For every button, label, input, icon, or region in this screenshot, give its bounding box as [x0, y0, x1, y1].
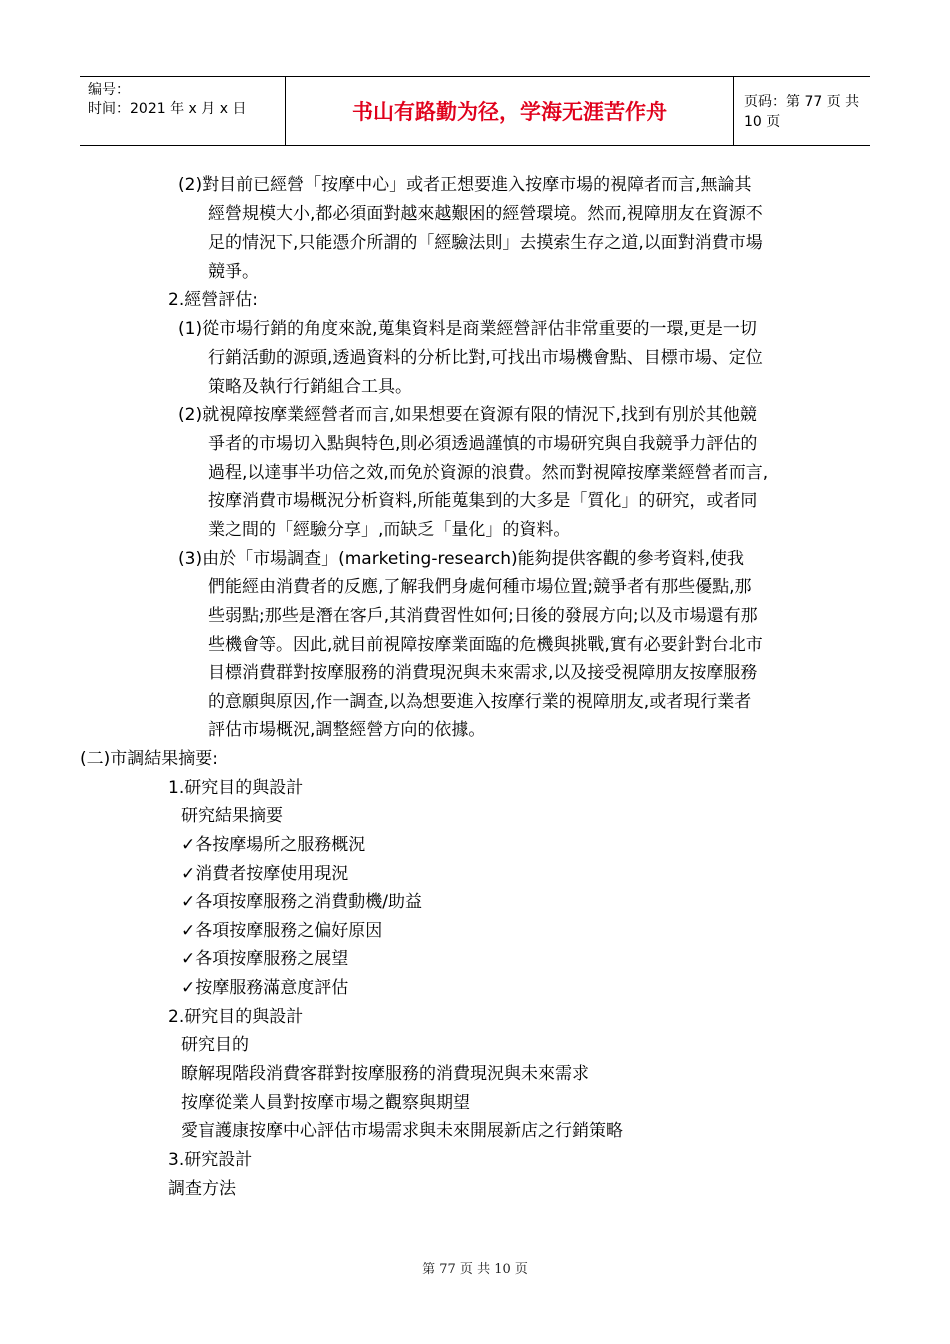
paragraph-line: (3)由於「市場調查」(marketing-research)能夠提供客觀的參考資料,使我 — [178, 549, 745, 569]
list-item: 瞭解現階段消費客群對按摩服務的消費現況與未來需求 — [181, 1064, 589, 1084]
document-date: 时间：2021 年 x 月 x 日 — [88, 101, 247, 117]
paragraph-line: 爭者的市場切入點與特色,則必須透過謹慎的市場研究與自我競爭力評估的 — [208, 434, 758, 454]
checklist-item: ✓各按摩場所之服務概況 — [181, 835, 366, 855]
paragraph-line: 經營規模大小,都必須面對越來越艱困的經營環境。然而,視障朋友在資源不 — [208, 204, 763, 224]
paragraph-line: 過程,以達事半功倍之效,而免於資源的浪費。然而對視障按摩業經營者而言, — [208, 463, 769, 483]
paragraph-line: (1)從市場行銷的角度來說,蒐集資料是商業經營評估非常重要的一環,更是一切 — [178, 319, 757, 339]
checklist-item: ✓消費者按摩使用現況 — [181, 864, 349, 884]
header-page-info: 页码：第 77 页 共 10 页 — [744, 94, 860, 130]
list-heading: 調查方法 — [168, 1179, 236, 1199]
paragraph-line: 些弱點;那些是潛在客戶,其消費習性如何;日後的發展方向;以及市場還有那 — [208, 606, 758, 626]
paragraph-line: 評估市場概況,調整經營方向的依據。 — [208, 720, 486, 740]
paragraph-line: (2)就視障按摩業經營者而言,如果想要在資源有限的情況下,找到有別於其他競 — [178, 405, 757, 425]
list-heading: 研究結果摘要 — [181, 806, 283, 826]
paragraph-line: 目標消費群對按摩服務的消費現況與未來需求,以及接受視障朋友按摩服務 — [208, 663, 758, 683]
page-footer: 第 77 页 共 10 页 — [422, 1262, 528, 1277]
header-motto: 书山有路勤为径，学海无涯苦作舟 — [286, 77, 734, 145]
paragraph-line: 些機會等。因此,就目前視障按摩業面臨的危機與挑戰,實有必要針對台北市 — [208, 635, 763, 655]
document-number-label: 编号： — [88, 82, 130, 98]
subsection-heading: 2.研究目的與設計 — [168, 1007, 304, 1027]
checklist-item: ✓各項按摩服務之偏好原因 — [181, 921, 383, 941]
paragraph-line: 行銷活動的源頭,透過資料的分析比對,可找出市場機會點、目標市場、定位 — [208, 348, 763, 368]
list-heading: 研究目的 — [181, 1035, 249, 1055]
section-heading: (二)市調結果摘要: — [80, 749, 218, 769]
header-meta — [80, 77, 286, 145]
subsection-heading: 1.研究目的與設計 — [168, 778, 304, 798]
checklist-item: ✓按摩服務滿意度評估 — [181, 978, 349, 998]
paragraph-line: 策略及執行行銷組合工具。 — [208, 377, 412, 397]
subsection-heading: 3.研究設計 — [168, 1150, 253, 1170]
page-header — [80, 76, 870, 146]
paragraph-line: 競爭。 — [208, 262, 259, 282]
paragraph-line: 足的情況下,只能憑介所謂的「經驗法則」去摸索生存之道,以面對消費市場 — [208, 233, 763, 253]
paragraph-line: 們能經由消費者的反應,了解我們身處何種市場位置;競爭者有那些優點,那 — [208, 577, 752, 597]
paragraph-line: 按摩消費市場概況分析資料,所能蒐集到的大多是「質化」的研究，或者同 — [208, 491, 758, 511]
section-heading: 2.經營評估: — [168, 290, 258, 310]
paragraph-line: 的意願與原因,作一調查,以為想要進入按摩行業的視障朋友,或者現行業者 — [208, 692, 752, 712]
list-item: 愛盲護康按摩中心評估市場需求與未來開展新店之行銷策略 — [181, 1121, 623, 1141]
checklist-item: ✓各項按摩服務之消費動機/助益 — [181, 892, 422, 912]
list-item: 按摩從業人員對按摩市場之觀察與期望 — [181, 1093, 470, 1113]
checklist-item: ✓各項按摩服務之展望 — [181, 949, 349, 969]
paragraph-line: 業之間的「經驗分享」,而缺乏「量化」的資料。 — [208, 520, 571, 540]
paragraph-line: (2)對目前已經營「按摩中心」或者正想要進入按摩市場的視障者而言,無論其 — [178, 175, 752, 195]
